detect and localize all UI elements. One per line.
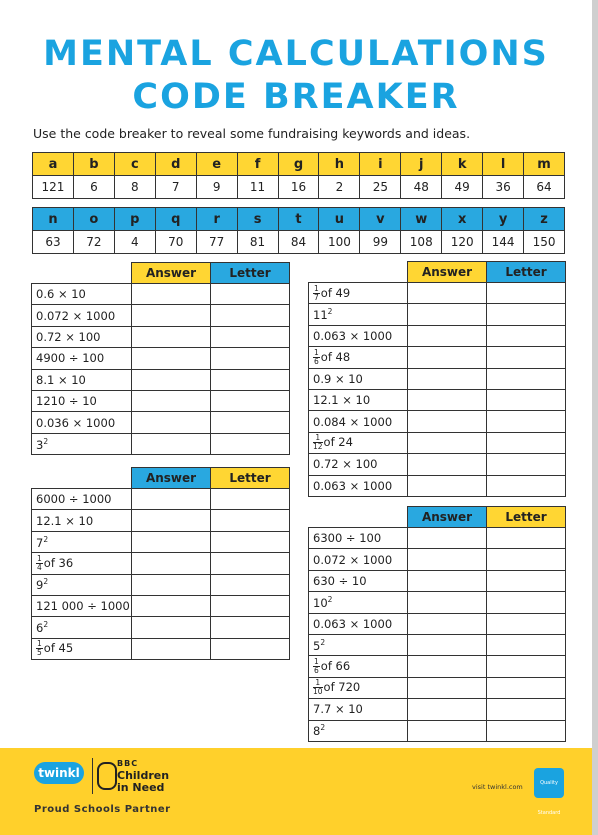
answer-cell[interactable] [408,454,487,475]
title-line-2: CODE BREAKER [132,77,460,117]
letter-header: Letter [211,468,290,489]
cin-line-1: Children [117,769,170,782]
answer-cell[interactable] [132,574,211,595]
key-number: 144 [483,231,524,254]
question: 0.072 × 1000 [309,549,408,570]
question-table-4 [308,506,566,742]
answer-cell[interactable] [408,592,487,613]
fraction: $\frac{1}{12}$ [313,433,323,452]
footer-band [0,748,592,835]
key-number: 81 [237,231,278,254]
table-row [309,570,566,591]
key-number: 9 [196,176,237,199]
twinkl-logo: twinkl [34,762,84,784]
question-base: 5 [313,638,321,653]
question [309,720,408,741]
question-base: 10 [313,595,328,610]
letter-cell[interactable] [487,389,566,410]
key-number: 84 [278,231,319,254]
answer-cell[interactable] [132,433,211,454]
key-number: 48 [401,176,442,199]
answer-cell[interactable] [132,348,211,369]
table-row [32,638,290,659]
key-number: 150 [524,231,565,254]
question: 0.6 × 10 [32,284,132,305]
key-number: 4 [114,231,155,254]
pudsey-bear-icon [97,762,117,790]
key-letter: e [196,153,237,176]
question [309,677,408,698]
letter-cell[interactable] [211,433,290,454]
key-letter: a [33,153,74,176]
question-text: of 49 [320,285,351,300]
key-number: 63 [33,231,74,254]
table-row [32,390,290,411]
letter-cell[interactable] [487,475,566,496]
answer-cell[interactable] [132,595,211,616]
answer-cell[interactable] [408,634,487,655]
question: 8.1 × 10 [32,369,132,390]
answer-cell[interactable] [408,656,487,677]
table-row [309,656,566,677]
answer-header: Answer [132,263,211,284]
answer-cell[interactable] [408,368,487,389]
answer-cell[interactable] [408,389,487,410]
answer-cell[interactable] [132,305,211,326]
fraction: $\frac{1}{10}$ [313,678,323,697]
answer-header: Answer [132,468,211,489]
table-row [32,305,290,326]
table-row [309,368,566,389]
answer-cell[interactable] [408,677,487,698]
children-in-need-logo [117,758,169,794]
letter-cell[interactable] [487,432,566,453]
key-number: 36 [483,176,524,199]
letter-cell[interactable] [211,390,290,411]
letter-cell[interactable] [487,720,566,741]
letter-cell[interactable] [487,368,566,389]
cin-line-2: in Need [117,781,165,794]
answer-cell[interactable] [408,325,487,346]
table-row [32,531,290,552]
letter-cell[interactable] [211,595,290,616]
table-row [309,454,566,475]
page-edge [592,0,598,835]
key-letter: c [114,153,155,176]
answer-cell[interactable] [132,617,211,638]
question: 0.72 × 100 [309,454,408,475]
key-number: 121 [33,176,74,199]
key-letter: v [360,208,401,231]
answer-cell[interactable] [408,528,487,549]
key-numbers-row [33,176,565,199]
key-number: 2 [319,176,360,199]
table-row [32,369,290,390]
table-row [32,553,290,574]
key-number: 8 [114,176,155,199]
key-number: 70 [155,231,196,254]
key-letter: u [319,208,360,231]
answer-cell[interactable] [132,326,211,347]
letter-cell[interactable] [211,574,290,595]
table-row [32,348,290,369]
letter-cell[interactable] [487,411,566,432]
key-letter: q [155,208,196,231]
answer-cell[interactable] [408,347,487,368]
answer-cell[interactable] [408,549,487,570]
question: 0.084 × 1000 [309,411,408,432]
question [309,656,408,677]
table-row [32,326,290,347]
question [309,347,408,368]
letter-cell[interactable] [211,348,290,369]
letter-cell[interactable] [487,634,566,655]
key-numbers-row [33,231,565,254]
letter-cell[interactable] [487,283,566,304]
answer-cell[interactable] [408,283,487,304]
answer-cell[interactable] [132,510,211,531]
question [309,304,408,325]
question: 7.7 × 10 [309,699,408,720]
table-row [309,304,566,325]
exponent: 2 [320,723,326,733]
question-base: 7 [36,535,44,550]
fraction: $\frac{1}{6}$ [314,657,319,676]
table-row [32,284,290,305]
answer-cell[interactable] [408,304,487,325]
key-letter: s [237,208,278,231]
key-number: 99 [360,231,401,254]
question: 630 ÷ 10 [309,570,408,591]
table-row [309,634,566,655]
letter-cell[interactable] [487,613,566,634]
letter-cell[interactable] [487,592,566,613]
letter-header: Letter [211,263,290,284]
key-letter: p [114,208,155,231]
table-row [309,283,566,304]
exponent: 2 [327,594,333,604]
question: 121 000 ÷ 1000 [32,595,132,616]
key-number: 25 [360,176,401,199]
letter-cell[interactable] [487,677,566,698]
table-row [32,595,290,616]
key-number: 64 [524,176,565,199]
question: 0.072 × 1000 [32,305,132,326]
letter-cell[interactable] [211,510,290,531]
question: 6000 ÷ 1000 [32,489,132,510]
question [32,433,132,454]
key-letter: h [319,153,360,176]
key-number: 72 [73,231,114,254]
answer-cell[interactable] [132,531,211,552]
exponent: 2 [43,577,49,587]
exponent: 2 [320,637,326,647]
table-row [309,475,566,496]
fraction: $\frac{1}{5}$ [37,639,42,658]
question: 12.1 × 10 [309,389,408,410]
fraction: $\frac{1}{4}$ [37,553,42,572]
answer-cell[interactable] [408,475,487,496]
answer-cell[interactable] [132,412,211,433]
exponent: 2 [43,436,49,446]
key-letter: w [401,208,442,231]
question-table-2 [31,467,290,660]
key-letter: r [196,208,237,231]
letter-cell[interactable] [211,369,290,390]
key-letter: l [483,153,524,176]
key-letter: k [442,153,483,176]
key-number: 16 [278,176,319,199]
key-number: 108 [401,231,442,254]
answer-cell[interactable] [408,720,487,741]
letter-header: Letter [487,262,566,283]
letter-header: Letter [487,507,566,528]
title-line-1: MENTAL CALCULATIONS [43,34,549,74]
logo-divider [92,758,93,794]
letter-cell[interactable] [487,656,566,677]
question-base: 8 [313,724,321,739]
letter-cell[interactable] [487,570,566,591]
code-key-row-1 [32,152,565,199]
table-row [309,347,566,368]
table-row [32,510,290,531]
question: 1210 ÷ 10 [32,390,132,411]
letter-cell[interactable] [211,305,290,326]
answer-cell[interactable] [132,638,211,659]
bbc-label: BBC [117,759,139,768]
letter-cell[interactable] [487,528,566,549]
table-row [309,549,566,570]
key-number: 6 [73,176,114,199]
question [309,432,408,453]
key-letters-row [33,153,565,176]
letter-cell[interactable] [211,326,290,347]
key-number: 77 [196,231,237,254]
key-letter: t [278,208,319,231]
letter-cell[interactable] [487,699,566,720]
key-number: 11 [237,176,278,199]
key-number: 120 [442,231,483,254]
answer-cell[interactable] [408,613,487,634]
question: 0.063 × 1000 [309,325,408,346]
answer-cell[interactable] [132,369,211,390]
exponent: 2 [43,534,49,544]
table-row [32,433,290,454]
table-row [309,432,566,453]
table-row [32,617,290,638]
answer-cell[interactable] [132,390,211,411]
fraction: $\frac{1}{6}$ [314,347,319,366]
visit-link[interactable]: visit twinkl.com [472,783,523,791]
letter-cell[interactable] [211,284,290,305]
key-letter: g [278,153,319,176]
question [309,283,408,304]
table-row [309,325,566,346]
table-row [309,677,566,698]
question [32,638,132,659]
letter-cell[interactable] [487,347,566,368]
table-row [309,613,566,634]
letter-cell[interactable] [211,617,290,638]
exponent: 2 [327,307,333,317]
key-letter: m [524,153,565,176]
question-text: of 66 [320,659,351,674]
letter-cell[interactable] [487,549,566,570]
question: 0.063 × 1000 [309,475,408,496]
question-base: 3 [36,437,44,452]
key-letter: z [524,208,565,231]
question: 4900 ÷ 100 [32,348,132,369]
letter-cell[interactable] [487,304,566,325]
answer-cell[interactable] [408,699,487,720]
key-number: 100 [319,231,360,254]
answer-cell[interactable] [132,284,211,305]
answer-header: Answer [408,507,487,528]
fraction: $\frac{1}{7}$ [314,283,319,302]
key-letter: b [73,153,114,176]
question-text: of 720 [323,680,361,695]
quality-badge-icon: Quality Standard [534,768,564,798]
question-table-3 [308,261,566,497]
question [32,617,132,638]
letter-cell[interactable] [487,454,566,475]
question [32,574,132,595]
answer-cell[interactable] [408,411,487,432]
key-number: 7 [155,176,196,199]
question-text: of 36 [43,555,74,570]
key-letter: o [73,208,114,231]
answer-cell[interactable] [408,570,487,591]
question: 0.72 × 100 [32,326,132,347]
table-row [309,411,566,432]
table-row [32,574,290,595]
partner-text: Proud Schools Partner [34,804,171,815]
question-text: of 45 [43,641,74,656]
letter-cell[interactable] [211,553,290,574]
question [309,634,408,655]
question: 12.1 × 10 [32,510,132,531]
question-table-1 [31,262,290,455]
table-row [32,412,290,433]
code-key-row-2 [32,207,565,254]
exponent: 2 [43,620,49,630]
key-letter: x [442,208,483,231]
question: 0.036 × 1000 [32,412,132,433]
question [32,531,132,552]
answer-cell[interactable] [132,489,211,510]
letter-cell[interactable] [211,489,290,510]
table-row [309,720,566,741]
answer-cell[interactable] [408,432,487,453]
table-row [309,592,566,613]
question: 0.9 × 10 [309,368,408,389]
answer-cell[interactable] [132,553,211,574]
question-base: 9 [36,578,44,593]
key-letter: j [401,153,442,176]
key-number: 49 [442,176,483,199]
table-row [32,489,290,510]
letter-cell[interactable] [211,638,290,659]
table-row [309,699,566,720]
key-letter: y [483,208,524,231]
key-letter: n [33,208,74,231]
question [309,592,408,613]
question-base: 6 [36,620,44,635]
question-text: of 24 [323,435,353,450]
question [32,553,132,574]
key-letters-row [33,208,565,231]
question-text: of 48 [320,349,351,364]
key-letter: f [237,153,278,176]
instructions: Use the code breaker to reveal some fundraising keywords and ideas. [33,126,471,141]
question-base: 11 [313,308,328,322]
table-row [309,528,566,549]
table-row [309,389,566,410]
question: 6300 ÷ 100 [309,528,408,549]
key-letter: i [360,153,401,176]
letter-cell[interactable] [211,531,290,552]
letter-cell[interactable] [211,412,290,433]
letter-cell[interactable] [487,325,566,346]
key-letter: d [155,153,196,176]
question: 0.063 × 1000 [309,613,408,634]
answer-header: Answer [408,262,487,283]
